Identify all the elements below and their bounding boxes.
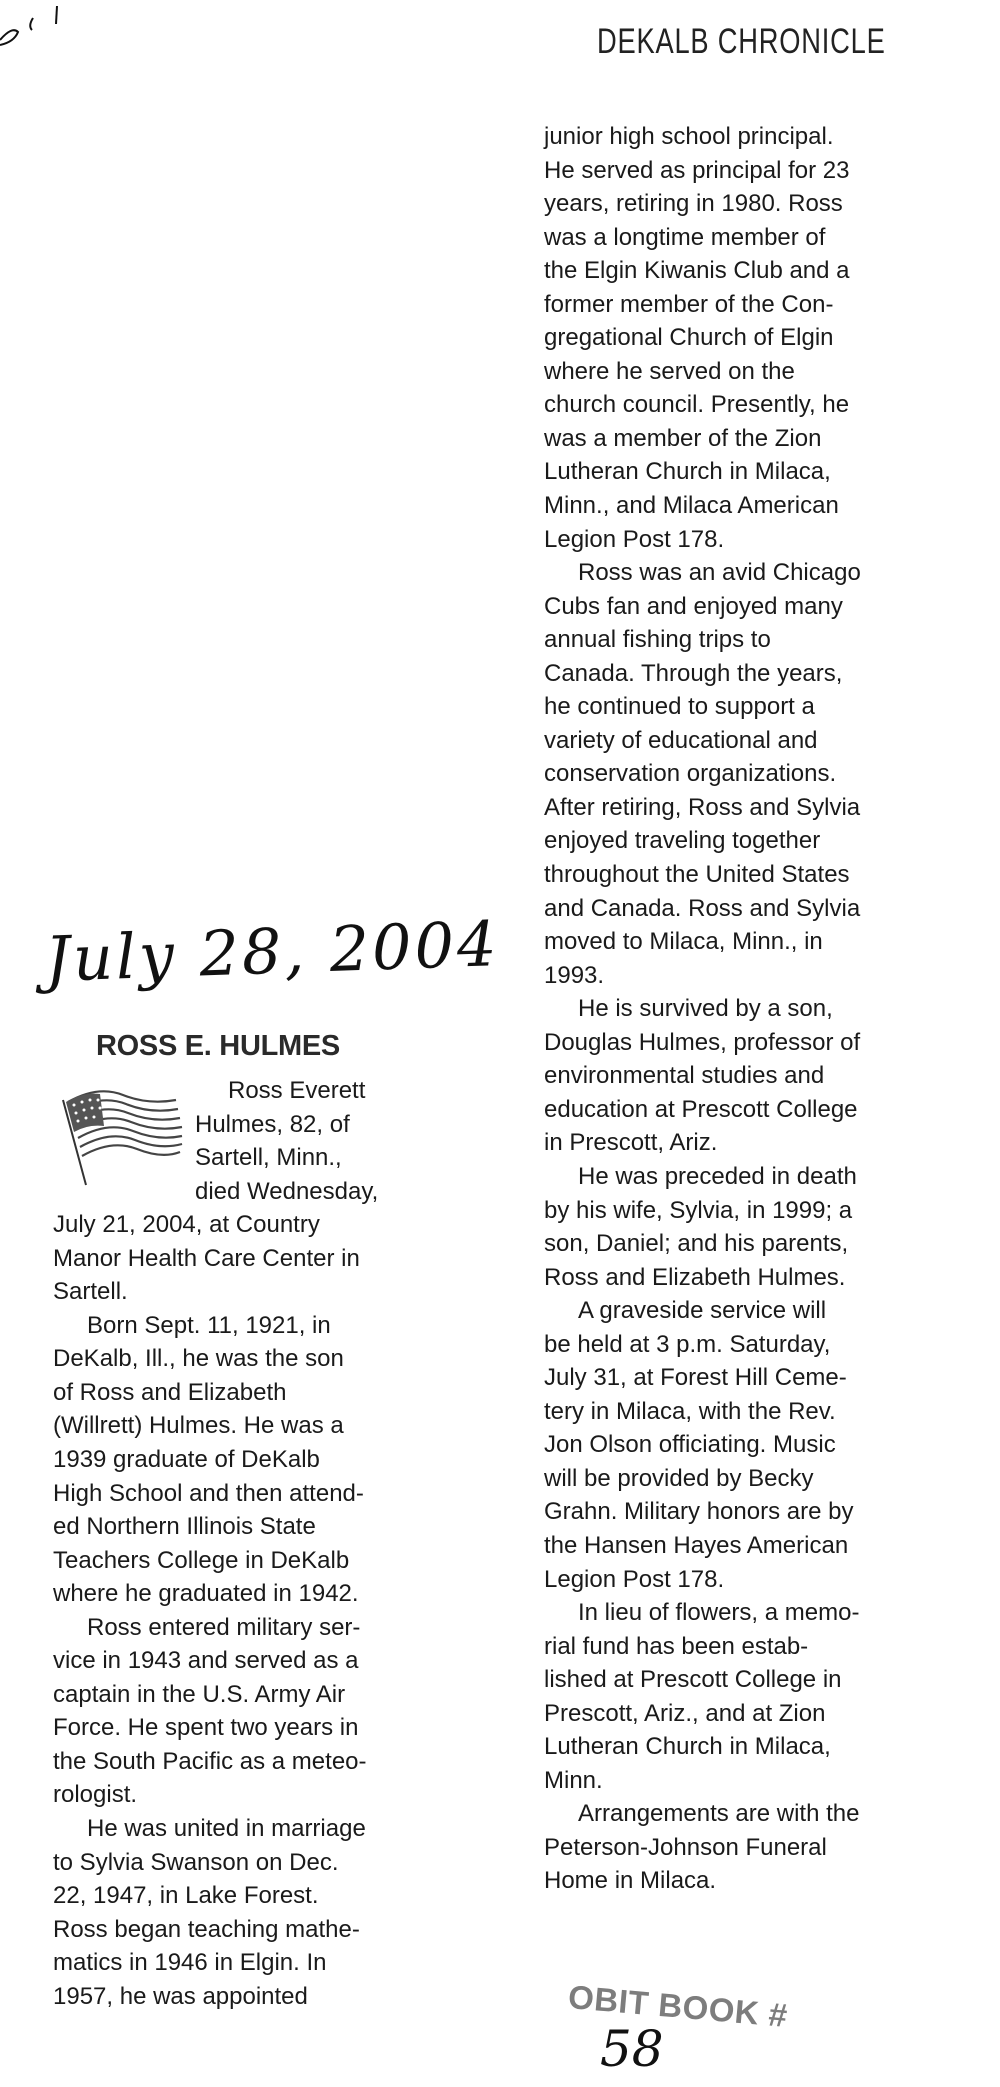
text-line: 22, 1947, in Lake Forest. xyxy=(53,1882,319,1910)
text-line: tery in Milaca, with the Rev. xyxy=(544,1397,836,1425)
obituary-right-column xyxy=(544,120,944,1898)
text-line: After retiring, Ross and Sylvia xyxy=(544,793,861,821)
text-line: former member of the Con- xyxy=(544,290,834,318)
text-line: matics in 1946 in Elgin. In xyxy=(53,1949,327,1977)
text-line: years, retiring in 1980. Ross xyxy=(544,190,843,218)
text-line: died Wednesday, xyxy=(195,1177,379,1205)
text-line: be held at 3 p.m. Saturday, xyxy=(544,1330,831,1358)
text-line: Grahn. Military honors are by xyxy=(544,1498,854,1526)
text-line: Born Sept. 11, 1921, in xyxy=(87,1311,331,1339)
text-line: where he graduated in 1942. xyxy=(53,1580,359,1608)
text-line: Ross and Elizabeth Hulmes. xyxy=(544,1263,846,1291)
obit-book-stamp: OBIT BOOK # xyxy=(566,1978,790,2035)
text-line: Ross Everett xyxy=(228,1077,366,1104)
text-line: conservation organizations. xyxy=(544,760,837,788)
text-line: Douglas Hulmes, professor of xyxy=(544,1028,861,1056)
text-line: was a longtime member of xyxy=(544,223,826,251)
text-line: son, Daniel; and his parents, xyxy=(544,1230,849,1258)
text-line: and Canada. Ross and Sylvia xyxy=(544,894,861,922)
text-line: the South Pacific as a meteo- xyxy=(53,1747,367,1775)
text-line: of Ross and Elizabeth xyxy=(53,1378,287,1406)
text-line: Legion Post 178. xyxy=(544,525,725,553)
text-line: by his wife, Sylvia, in 1999; a xyxy=(544,1196,853,1224)
text-line: 1939 graduate of DeKalb xyxy=(53,1446,320,1474)
text-line: He was united in marriage xyxy=(87,1815,366,1843)
text-line: Legion Post 178. xyxy=(544,1565,725,1593)
text-line: was a member of the Zion xyxy=(544,424,822,452)
text-line: Lutheran Church in Milaca, xyxy=(544,458,831,486)
handwritten-date: July 28, 2004 xyxy=(43,907,501,996)
text-line: He is survived by a son, xyxy=(578,995,833,1023)
text-line: Sartell, Minn., xyxy=(195,1144,342,1172)
text-line: He was preceded in death xyxy=(578,1162,857,1190)
text-line: Canada. Through the years, xyxy=(544,659,843,687)
text-line: High School and then attend- xyxy=(53,1479,364,1507)
text-line: Ross was an avid Chicago xyxy=(578,559,861,587)
text-line: enjoyed traveling together xyxy=(544,827,821,855)
text-line: Minn. xyxy=(544,1766,603,1794)
text-line: captain in the U.S. Army Air xyxy=(53,1680,346,1708)
text-line: throughout the United States xyxy=(544,861,850,889)
text-line: the Elgin Kiwanis Club and a xyxy=(544,257,850,285)
text-line: Jon Olson officiating. Music xyxy=(544,1431,836,1459)
text-line: rial fund has been estab- xyxy=(544,1632,809,1660)
text-line: Home in Milaca. xyxy=(544,1867,717,1895)
text-line: annual fishing trips to xyxy=(544,626,771,654)
text-line: ed Northern Illinois State xyxy=(53,1513,316,1541)
text-line: Arrangements are with the xyxy=(578,1800,860,1828)
text-line: Minn., and Milaca American xyxy=(544,492,839,520)
text-line: Force. He spent two years in xyxy=(53,1714,359,1742)
text-line: 1993. xyxy=(544,961,605,989)
text-line: where he served on the xyxy=(544,357,795,385)
text-line: Ross entered military ser- xyxy=(87,1613,361,1641)
text-line: vice in 1943 and served as a xyxy=(53,1647,359,1675)
text-line: rologist. xyxy=(53,1781,138,1809)
text-line: Hulmes, 82, of xyxy=(195,1110,350,1138)
text-line: In lieu of flowers, a memo- xyxy=(578,1599,860,1627)
text-line: gregational Church of Elgin xyxy=(544,324,834,352)
text-line: Ross began teaching mathe- xyxy=(53,1915,360,1943)
text-line: will be provided by Becky xyxy=(544,1464,814,1492)
obituary-left-column xyxy=(53,1074,433,2013)
text-line: Prescott, Ariz., and at Zion xyxy=(544,1699,826,1727)
text-line: junior high school principal. xyxy=(544,123,834,150)
text-line: variety of educational and xyxy=(544,726,818,754)
text-line: moved to Milaca, Minn., in xyxy=(544,928,823,956)
obit-book-number: 58 xyxy=(600,2020,664,2078)
text-line: 1957, he was appointed xyxy=(53,1982,308,2010)
text-line: education at Prescott College xyxy=(544,1095,858,1123)
text-line: the Hansen Hayes American xyxy=(544,1531,849,1559)
text-line: Teachers College in DeKalb xyxy=(53,1546,350,1574)
text-line: to Sylvia Swanson on Dec. xyxy=(53,1848,339,1876)
obituary-title: ROSS E. HULMES xyxy=(96,1030,340,1062)
text-line: Lutheran Church in Milaca, xyxy=(544,1733,831,1761)
text-line: DeKalb, Ill., he was the son xyxy=(53,1345,344,1373)
text-line: church council. Presently, he xyxy=(544,391,850,419)
text-line: (Willrett) Hulmes. He was a xyxy=(53,1412,344,1440)
text-line: July 21, 2004, at Country xyxy=(53,1211,320,1239)
text-line: in Prescott, Ariz. xyxy=(544,1129,718,1157)
newspaper-masthead: DEKALB CHRONICLE xyxy=(597,22,886,61)
text-line: A graveside service will xyxy=(578,1297,827,1325)
text-line: He served as principal for 23 xyxy=(544,156,850,184)
text-line: Manor Health Care Center in xyxy=(53,1244,360,1272)
text-line: he continued to support a xyxy=(544,693,815,721)
text-line: environmental studies and xyxy=(544,1062,825,1090)
text-line: Peterson-Johnson Funeral xyxy=(544,1833,827,1861)
handwritten-mark xyxy=(0,0,80,50)
text-line: lished at Prescott College in xyxy=(544,1666,842,1694)
text-line: July 31, at Forest Hill Ceme- xyxy=(544,1364,847,1392)
text-line: Sartell. xyxy=(53,1278,128,1306)
text-line: Cubs fan and enjoyed many xyxy=(544,592,843,620)
